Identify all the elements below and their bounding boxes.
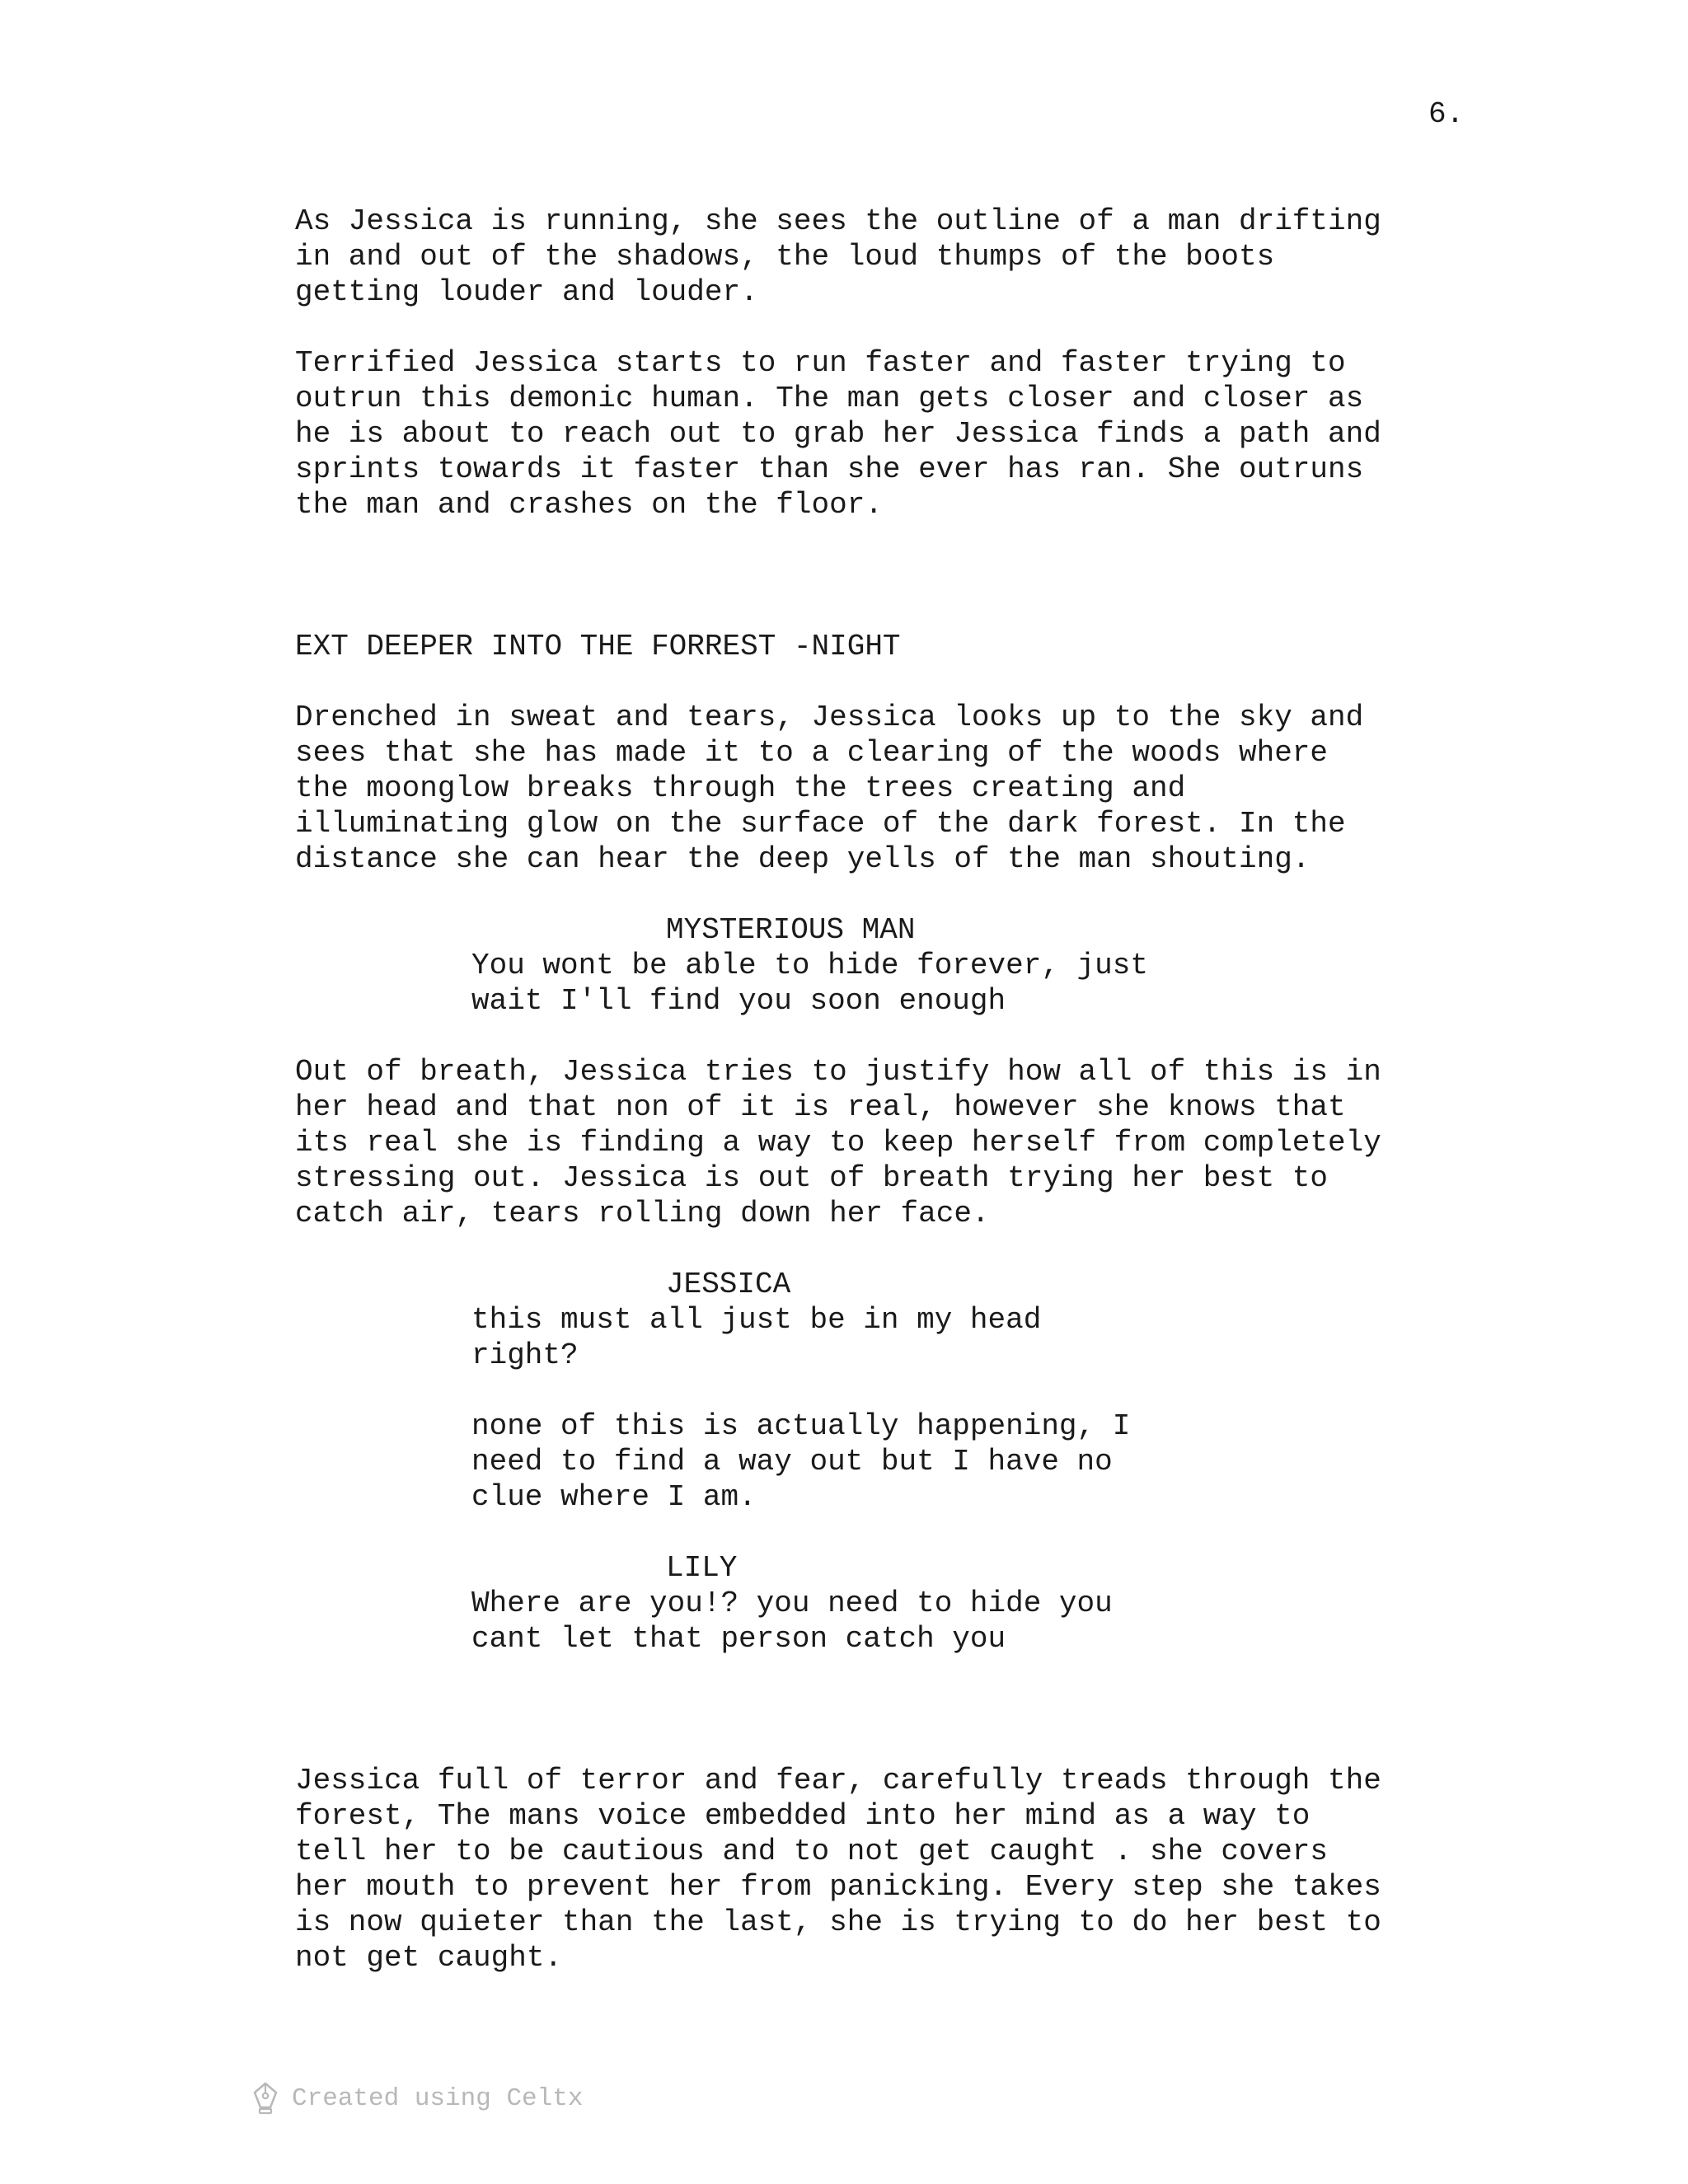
action-paragraph: Terrified Jessica starts to run faster and faster trying to outrun this demonic human. The man gets closer and closer as he is about to reach out to grab her Jessica finds a path and sprints towards it faster than she ever has ran. She outruns the man and crashes on the floor. bbox=[295, 346, 1381, 522]
character-name: LILY bbox=[666, 1551, 738, 1585]
action-paragraph: Out of breath, Jessica tries to justify how all of this is in her head and that non of it is real, however she knows that its real she is finding a way to keep herself from completely stressing out. Jessica is out of breath trying her best to catch air, tears rolling down her face. bbox=[295, 1055, 1381, 1230]
character-name: MYSTERIOUS MAN bbox=[666, 913, 916, 947]
footer-watermark bbox=[252, 2080, 583, 2116]
action-paragraph: As Jessica is running, she sees the outline of a man drifting in and out of the shadows, the loud thumps of the boots getting louder and louder. bbox=[295, 204, 1381, 309]
celtx-pen-nib-icon bbox=[252, 2082, 279, 2115]
action-paragraph: Jessica full of terror and fear, carefully treads through the forest, The mans voice embedded into her mind as a way to tell her to be cautious and to not get caught . she covers her mouth to prevent her from panicking. Every step she takes is now quieter than the last, she is trying to do her best to not get caught. bbox=[295, 1764, 1381, 1975]
dialogue-text: You wont be able to hide forever, just wait I'll find you soon enough bbox=[471, 949, 1148, 1018]
dialogue-text: Where are you!? you need to hide you cant let that person catch you bbox=[471, 1586, 1113, 1656]
dialogue-text: none of this is actually happening, I need to find a way out but I have no clue where I am. bbox=[471, 1409, 1131, 1514]
footer-text: Created using Celtx bbox=[292, 2083, 584, 2113]
dialogue-text: this must all just be in my head right? bbox=[471, 1303, 1042, 1372]
character-name: JESSICA bbox=[666, 1268, 791, 1301]
scene-heading: EXT DEEPER INTO THE FORREST -NIGHT bbox=[295, 630, 901, 663]
action-paragraph: Drenched in sweat and tears, Jessica looks up to the sky and sees that she has made it to a clearing of the woods where the moonglow breaks through the trees creating and illuminating glow on the surface of the dark forest. In the distance she can hear the deep yells of the man shouting. bbox=[295, 701, 1364, 876]
page-number: 6. bbox=[1428, 97, 1465, 131]
